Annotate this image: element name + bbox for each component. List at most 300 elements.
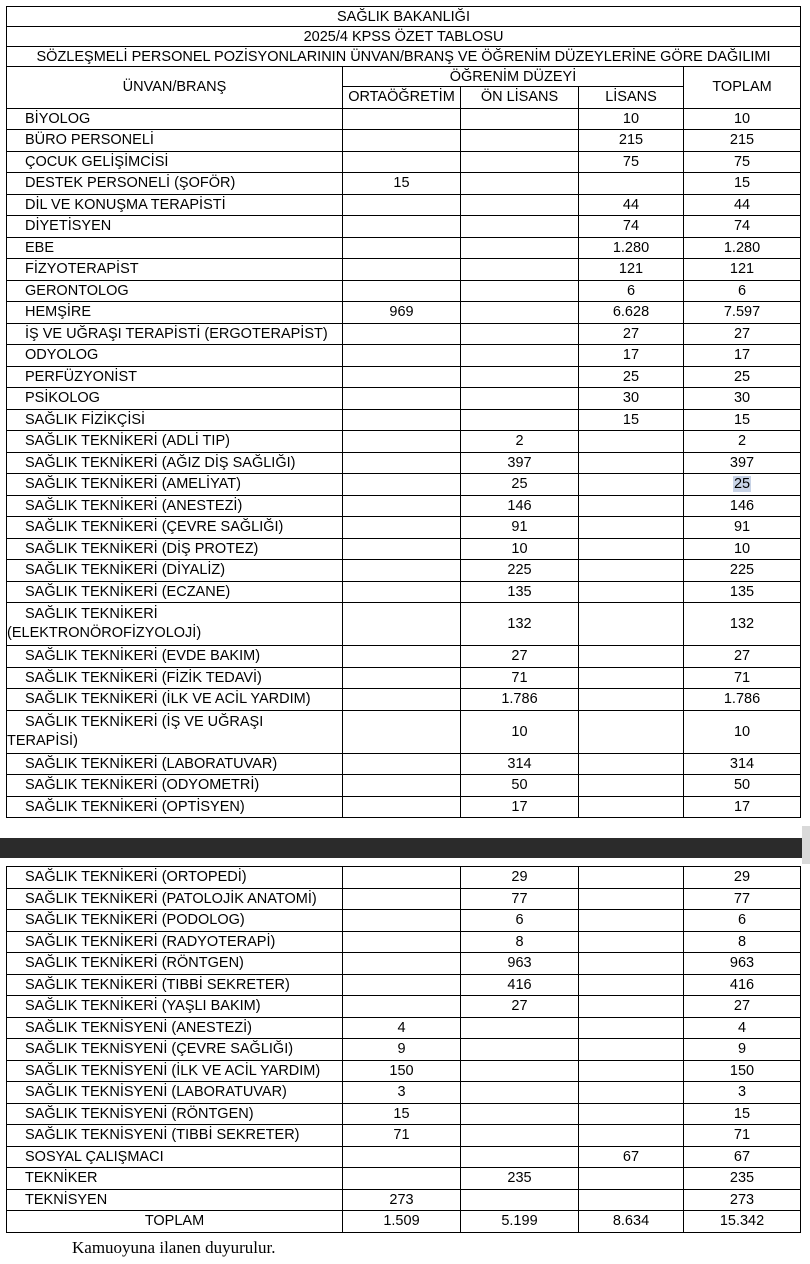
ortaogretim-cell (343, 581, 461, 603)
ortaogretim-cell (343, 1146, 461, 1168)
onlisans-cell: 27 (461, 646, 579, 668)
ortaogretim-cell (343, 560, 461, 582)
row-title: SAĞLIK TEKNİKERİ (RADYOTERAPİ) (7, 931, 343, 953)
row-title: SAĞLIK TEKNİKERİ (AMELİYAT) (7, 474, 343, 496)
toplam-cell: 146 (684, 495, 801, 517)
lisans-cell: 44 (579, 194, 684, 216)
table-row (7, 1017, 801, 1039)
ortaogretim-cell: 4 (343, 1017, 461, 1039)
table-row (7, 237, 801, 259)
lisans-cell (579, 495, 684, 517)
toplam-cell: 17 (684, 345, 801, 367)
row-title-line-1: SAĞLIK TEKNİKERİ (İŞ VE UĞRAŞI (25, 713, 264, 730)
lisans-cell: 25 (579, 366, 684, 388)
onlisans-cell (461, 366, 579, 388)
table-row (7, 867, 801, 889)
table-row (7, 216, 801, 238)
toplam-cell: 135 (684, 581, 801, 603)
lisans-cell: 121 (579, 259, 684, 281)
row-title: SOSYAL ÇALIŞMACI (7, 1146, 343, 1168)
lisans-cell: 1.280 (579, 237, 684, 259)
lisans-cell (579, 796, 684, 818)
ortaogretim-cell (343, 194, 461, 216)
onlisans-cell: 225 (461, 560, 579, 582)
totals-ortaogretim: 1.509 (343, 1211, 461, 1233)
table-row (7, 388, 801, 410)
totals-row (7, 1211, 801, 1233)
ortaogretim-cell (343, 280, 461, 302)
ortaogretim-cell (343, 151, 461, 173)
totals-onlisans: 5.199 (461, 1211, 579, 1233)
row-title: SAĞLIK TEKNİKERİ (DİŞ PROTEZ) (7, 538, 343, 560)
toplam-cell: 30 (684, 388, 801, 410)
ortaogretim-cell: 3 (343, 1082, 461, 1104)
column-header-ortaogretim: ORTAÖĞRETİM (343, 87, 461, 109)
ortaogretim-cell (343, 646, 461, 668)
ortaogretim-cell (343, 996, 461, 1018)
onlisans-cell: 71 (461, 667, 579, 689)
ortaogretim-cell (343, 345, 461, 367)
onlisans-cell: 10 (461, 710, 579, 753)
toplam-cell: 416 (684, 974, 801, 996)
ortaogretim-cell (343, 888, 461, 910)
row-title: SAĞLIK TEKNİSYENİ (RÖNTGEN) (7, 1103, 343, 1125)
onlisans-cell (461, 280, 579, 302)
toplam-cell: 225 (684, 560, 801, 582)
table-row (7, 366, 801, 388)
lisans-cell (579, 1103, 684, 1125)
lisans-cell (579, 538, 684, 560)
onlisans-cell (461, 1146, 579, 1168)
onlisans-cell: 235 (461, 1168, 579, 1190)
toplam-cell: 8 (684, 931, 801, 953)
row-title: EBE (7, 237, 343, 259)
onlisans-cell: 132 (461, 603, 579, 646)
table-row (7, 323, 801, 345)
row-title: ÇOCUK GELİŞİMCİSİ (7, 151, 343, 173)
onlisans-cell (461, 409, 579, 431)
toplam-cell: 71 (684, 667, 801, 689)
row-title: TEKNİKER (7, 1168, 343, 1190)
onlisans-cell (461, 302, 579, 324)
toplam-cell: 91 (684, 517, 801, 539)
row-title: SAĞLIK TEKNİKERİ (ANESTEZİ) (7, 495, 343, 517)
toplam-cell: 273 (684, 1189, 801, 1211)
ortaogretim-cell (343, 867, 461, 889)
lisans-cell (579, 1189, 684, 1211)
table-row (7, 974, 801, 996)
table-row (7, 953, 801, 975)
table-row (7, 1082, 801, 1104)
ortaogretim-cell (343, 388, 461, 410)
onlisans-cell (461, 323, 579, 345)
ortaogretim-cell: 273 (343, 1189, 461, 1211)
ortaogretim-cell (343, 431, 461, 453)
toplam-cell: 6 (684, 910, 801, 932)
lisans-cell: 67 (579, 1146, 684, 1168)
scrollbar-track[interactable] (802, 826, 810, 864)
row-title: GERONTOLOG (7, 280, 343, 302)
lisans-cell (579, 888, 684, 910)
row-title-line-2: TERAPİSİ) (7, 732, 78, 749)
table-row (7, 1146, 801, 1168)
table-row (7, 280, 801, 302)
table-row (7, 259, 801, 281)
table-row (7, 603, 801, 646)
onlisans-cell (461, 151, 579, 173)
onlisans-cell (461, 130, 579, 152)
lisans-cell (579, 560, 684, 582)
row-title: SAĞLIK TEKNİKERİ (ECZANE) (7, 581, 343, 603)
toplam-cell: 7.597 (684, 302, 801, 324)
page-separator-bar (0, 838, 810, 858)
toplam-cell: 314 (684, 753, 801, 775)
lisans-cell (579, 1060, 684, 1082)
ortaogretim-cell (343, 710, 461, 753)
row-title: SAĞLIK TEKNİSYENİ (İLK VE ACİL YARDIM) (7, 1060, 343, 1082)
row-title: SAĞLIK FİZİKÇİSİ (7, 409, 343, 431)
row-title: SAĞLIK TEKNİKERİ (TIBBİ SEKRETER) (7, 974, 343, 996)
lisans-cell (579, 646, 684, 668)
table-row (7, 646, 801, 668)
onlisans-cell: 314 (461, 753, 579, 775)
lisans-cell (579, 581, 684, 603)
onlisans-cell (461, 259, 579, 281)
table-row (7, 431, 801, 453)
ortaogretim-cell (343, 452, 461, 474)
row-title: FİZYOTERAPİST (7, 259, 343, 281)
lisans-cell (579, 953, 684, 975)
onlisans-cell (461, 1060, 579, 1082)
lisans-cell (579, 517, 684, 539)
lisans-cell: 15 (579, 409, 684, 431)
table-row (7, 1189, 801, 1211)
toplam-cell: 9 (684, 1039, 801, 1061)
toplam-cell: 15 (684, 173, 801, 195)
onlisans-cell: 135 (461, 581, 579, 603)
toplam-cell: 50 (684, 775, 801, 797)
lisans-cell (579, 452, 684, 474)
row-title: SAĞLIK TEKNİKERİ (PODOLOG) (7, 910, 343, 932)
toplam-cell: 235 (684, 1168, 801, 1190)
row-title: SAĞLIK TEKNİKERİ (AĞIZ DİŞ SAĞLIĞI) (7, 452, 343, 474)
row-title: PSİKOLOG (7, 388, 343, 410)
toplam-cell (684, 474, 801, 496)
toplam-cell: 150 (684, 1060, 801, 1082)
lisans-cell (579, 1125, 684, 1147)
ortaogretim-cell: 150 (343, 1060, 461, 1082)
onlisans-cell (461, 388, 579, 410)
toplam-cell: 27 (684, 323, 801, 345)
toplam-cell: 29 (684, 867, 801, 889)
onlisans-cell (461, 1125, 579, 1147)
column-header-onlisans: ÖN LİSANS (461, 87, 579, 109)
totals-toplam: 15.342 (684, 1211, 801, 1233)
row-title: SAĞLIK TEKNİKERİ (PATOLOJİK ANATOMİ) (7, 888, 343, 910)
ministry-title: SAĞLIK BAKANLIĞI (7, 7, 801, 27)
ortaogretim-cell: 15 (343, 1103, 461, 1125)
ortaogretim-cell (343, 323, 461, 345)
ortaogretim-cell (343, 796, 461, 818)
footer-announcement: Kamuoyuna ilanen duyurulur. (72, 1238, 276, 1257)
table-row (7, 888, 801, 910)
onlisans-cell: 146 (461, 495, 579, 517)
lisans-cell (579, 173, 684, 195)
ortaogretim-cell (343, 259, 461, 281)
table-row (7, 130, 801, 152)
toplam-cell: 2 (684, 431, 801, 453)
toplam-cell: 67 (684, 1146, 801, 1168)
lisans-cell: 27 (579, 323, 684, 345)
toplam-cell: 17 (684, 796, 801, 818)
toplam-cell: 10 (684, 710, 801, 753)
onlisans-cell (461, 1017, 579, 1039)
table-row (7, 302, 801, 324)
table-row (7, 517, 801, 539)
table-row (7, 910, 801, 932)
table-row (7, 996, 801, 1018)
row-title: SAĞLIK TEKNİKERİ (OPTİSYEN) (7, 796, 343, 818)
lisans-cell (579, 775, 684, 797)
lisans-cell (579, 1039, 684, 1061)
table-row (7, 345, 801, 367)
totals-label: TOPLAM (7, 1211, 343, 1233)
row-title: ODYOLOG (7, 345, 343, 367)
column-header-lisans: LİSANS (579, 87, 684, 109)
row-title: SAĞLIK TEKNİKERİ (EVDE BAKIM) (7, 646, 343, 668)
ortaogretim-cell (343, 130, 461, 152)
row-title: SAĞLIK TEKNİKERİ (FİZİK TEDAVİ) (7, 667, 343, 689)
lisans-cell: 30 (579, 388, 684, 410)
ortaogretim-cell (343, 667, 461, 689)
onlisans-cell (461, 1039, 579, 1061)
table-row (7, 775, 801, 797)
table-row (7, 667, 801, 689)
table-row (7, 1103, 801, 1125)
kpss-summary-table-part1 (6, 6, 801, 818)
toplam-cell: 121 (684, 259, 801, 281)
ortaogretim-cell (343, 108, 461, 130)
row-title: SAĞLIK TEKNİKERİ (YAŞLI BAKIM) (7, 996, 343, 1018)
onlisans-cell: 91 (461, 517, 579, 539)
table-row (7, 151, 801, 173)
toplam-cell: 4 (684, 1017, 801, 1039)
lisans-cell (579, 710, 684, 753)
toplam-cell: 15 (684, 409, 801, 431)
row-title: BİYOLOG (7, 108, 343, 130)
row-title: SAĞLIK TEKNİKERİ (ADLİ TIP) (7, 431, 343, 453)
ortaogretim-cell (343, 974, 461, 996)
row-title: HEMŞİRE (7, 302, 343, 324)
row-title: BÜRO PERSONELİ (7, 130, 343, 152)
onlisans-cell: 50 (461, 775, 579, 797)
lisans-cell (579, 689, 684, 711)
row-title: DESTEK PERSONELİ (ŞOFÖR) (7, 173, 343, 195)
ortaogretim-cell (343, 495, 461, 517)
table-row (7, 1060, 801, 1082)
onlisans-cell (461, 108, 579, 130)
lisans-cell: 75 (579, 151, 684, 173)
lisans-cell (579, 974, 684, 996)
page-separator (0, 826, 810, 864)
table-row (7, 194, 801, 216)
row-title: DİYETİSYEN (7, 216, 343, 238)
onlisans-cell (461, 173, 579, 195)
row-title: SAĞLIK TEKNİKERİ (ODYOMETRİ) (7, 775, 343, 797)
lisans-cell (579, 1017, 684, 1039)
toplam-cell: 10 (684, 538, 801, 560)
table-row (7, 560, 801, 582)
ortaogretim-cell (343, 237, 461, 259)
onlisans-cell: 2 (461, 431, 579, 453)
lisans-cell (579, 603, 684, 646)
toplam-cell: 27 (684, 996, 801, 1018)
row-title: TEKNİSYEN (7, 1189, 343, 1211)
title-row-1 (7, 7, 801, 27)
onlisans-cell (461, 237, 579, 259)
toplam-cell: 74 (684, 216, 801, 238)
row-title: SAĞLIK TEKNİKERİ (LABORATUVAR) (7, 753, 343, 775)
ortaogretim-cell (343, 409, 461, 431)
row-title: SAĞLIK TEKNİKERİ (RÖNTGEN) (7, 953, 343, 975)
kpss-summary-table-part2 (6, 866, 801, 1233)
row-title: SAĞLIK TEKNİSYENİ (TIBBİ SEKRETER) (7, 1125, 343, 1147)
row-title (7, 710, 343, 753)
ortaogretim-cell (343, 538, 461, 560)
table-row (7, 108, 801, 130)
toplam-cell: 71 (684, 1125, 801, 1147)
ortaogretim-cell (343, 474, 461, 496)
toplam-cell: 10 (684, 108, 801, 130)
lisans-cell: 6 (579, 280, 684, 302)
ortaogretim-cell: 9 (343, 1039, 461, 1061)
lisans-cell: 6.628 (579, 302, 684, 324)
lisans-cell: 10 (579, 108, 684, 130)
onlisans-cell: 77 (461, 888, 579, 910)
column-header-unvan: ÜNVAN/BRANŞ (7, 67, 343, 109)
row-title: SAĞLIK TEKNİKERİ (DİYALİZ) (7, 560, 343, 582)
onlisans-cell: 27 (461, 996, 579, 1018)
row-title: SAĞLIK TEKNİKERİ (ÇEVRE SAĞLIĞI) (7, 517, 343, 539)
toplam-cell: 44 (684, 194, 801, 216)
onlisans-cell (461, 1082, 579, 1104)
onlisans-cell: 8 (461, 931, 579, 953)
ortaogretim-cell (343, 366, 461, 388)
toplam-cell: 77 (684, 888, 801, 910)
table-subtitle: 2025/4 KPSS ÖZET TABLOSU (7, 27, 801, 47)
onlisans-cell: 6 (461, 910, 579, 932)
toplam-cell: 25 (684, 366, 801, 388)
row-title: SAĞLIK TEKNİKERİ (İLK VE ACİL YARDIM) (7, 689, 343, 711)
lisans-cell (579, 753, 684, 775)
ortaogretim-cell (343, 603, 461, 646)
lisans-cell (579, 910, 684, 932)
row-title: PERFÜZYONİST (7, 366, 343, 388)
row-title: DİL VE KONUŞMA TERAPİSTİ (7, 194, 343, 216)
onlisans-cell (461, 194, 579, 216)
onlisans-cell: 1.786 (461, 689, 579, 711)
table-row (7, 495, 801, 517)
title-row-2 (7, 27, 801, 47)
toplam-cell: 215 (684, 130, 801, 152)
row-title: SAĞLIK TEKNİKERİ (ORTOPEDİ) (7, 867, 343, 889)
onlisans-cell: 397 (461, 452, 579, 474)
toplam-cell: 27 (684, 646, 801, 668)
table-row (7, 474, 801, 496)
ortaogretim-cell (343, 689, 461, 711)
ortaogretim-cell: 969 (343, 302, 461, 324)
ortaogretim-cell: 15 (343, 173, 461, 195)
row-title: SAĞLIK TEKNİSYENİ (LABORATUVAR) (7, 1082, 343, 1104)
ortaogretim-cell (343, 910, 461, 932)
lisans-cell (579, 474, 684, 496)
ortaogretim-cell (343, 753, 461, 775)
onlisans-cell (461, 216, 579, 238)
table-description: SÖZLEŞMELİ PERSONEL POZİSYONLARININ ÜNVAN/BRANŞ VE ÖĞRENİM DÜZEYLERİNE GÖRE DAĞILIMI (7, 47, 801, 67)
lisans-cell (579, 996, 684, 1018)
onlisans-cell (461, 1103, 579, 1125)
onlisans-cell (461, 1189, 579, 1211)
ortaogretim-cell (343, 517, 461, 539)
lisans-cell: 215 (579, 130, 684, 152)
table-row (7, 931, 801, 953)
table-row (7, 452, 801, 474)
table-row (7, 581, 801, 603)
table-row (7, 710, 801, 753)
table-row (7, 1168, 801, 1190)
table-row (7, 409, 801, 431)
onlisans-cell (461, 345, 579, 367)
onlisans-cell: 416 (461, 974, 579, 996)
onlisans-cell: 963 (461, 953, 579, 975)
toplam-cell: 963 (684, 953, 801, 975)
totals-lisans: 8.634 (579, 1211, 684, 1233)
ortaogretim-cell (343, 1168, 461, 1190)
row-title (7, 603, 343, 646)
toplam-cell: 3 (684, 1082, 801, 1104)
onlisans-cell: 25 (461, 474, 579, 496)
toplam-cell: 132 (684, 603, 801, 646)
header-row-1 (7, 67, 801, 87)
row-title-line-1: SAĞLIK TEKNİKERİ (25, 606, 158, 622)
row-title: İŞ VE UĞRAŞI TERAPİSTİ (ERGOTERAPİST) (7, 323, 343, 345)
ortaogretim-cell: 71 (343, 1125, 461, 1147)
toplam-cell: 15 (684, 1103, 801, 1125)
row-title: SAĞLIK TEKNİSYENİ (ANESTEZİ) (7, 1017, 343, 1039)
toplam-cell: 6 (684, 280, 801, 302)
toplam-cell: 1.280 (684, 237, 801, 259)
ortaogretim-cell (343, 775, 461, 797)
ortaogretim-cell (343, 931, 461, 953)
lisans-cell (579, 867, 684, 889)
table-row (7, 689, 801, 711)
lisans-cell (579, 1168, 684, 1190)
lisans-cell: 74 (579, 216, 684, 238)
column-header-toplam: TOPLAM (684, 67, 801, 109)
onlisans-cell: 10 (461, 538, 579, 560)
lisans-cell (579, 431, 684, 453)
lisans-cell (579, 667, 684, 689)
row-title-line-2: (ELEKTRONÖROFİZYOLOJİ) (7, 625, 202, 641)
table-row (7, 538, 801, 560)
toplam-cell: 1.786 (684, 689, 801, 711)
table-row (7, 1125, 801, 1147)
table-row (7, 753, 801, 775)
table-row (7, 796, 801, 818)
ortaogretim-cell (343, 953, 461, 975)
selected-text[interactable]: 25 (733, 476, 751, 493)
title-row-3 (7, 47, 801, 67)
